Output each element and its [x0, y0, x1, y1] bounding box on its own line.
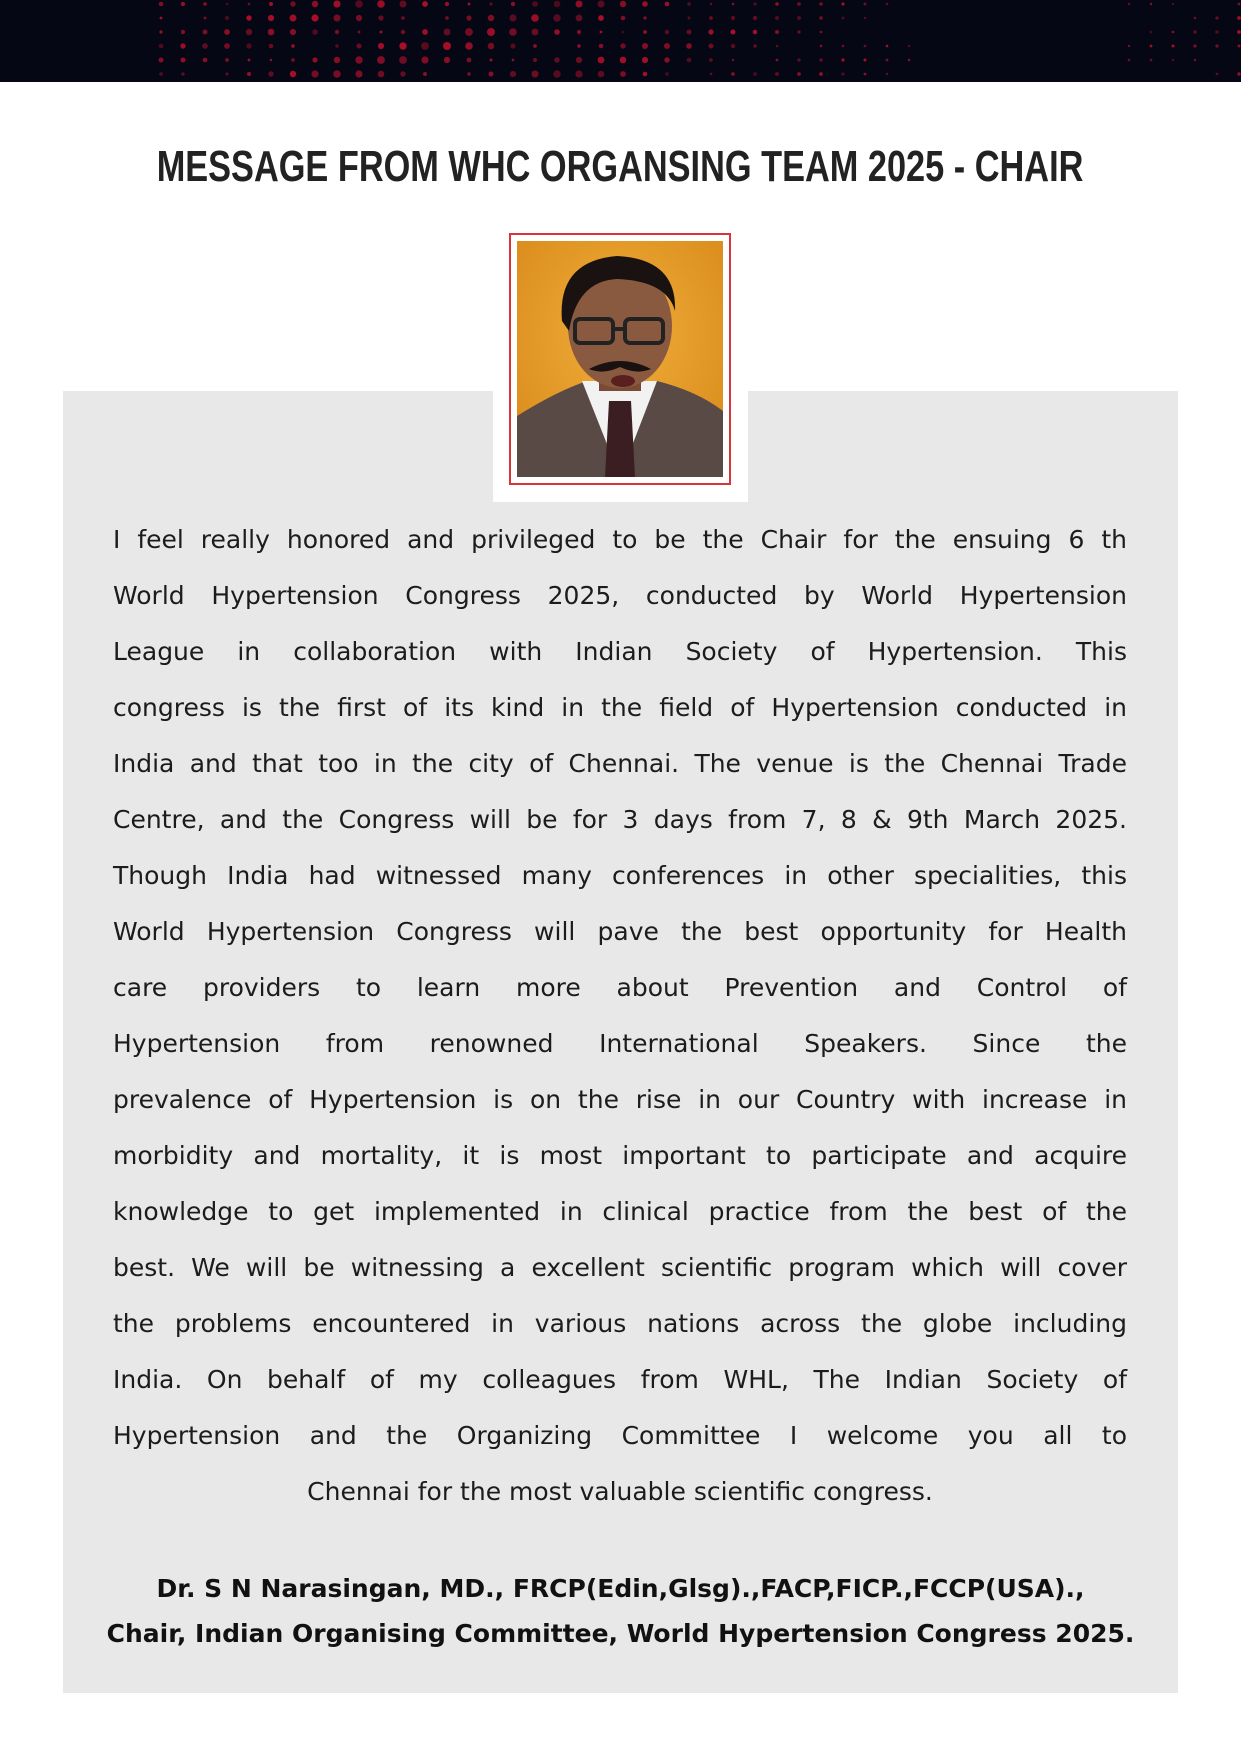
banner-dot [532, 29, 539, 36]
banner-dot [775, 30, 779, 34]
banner-dot [687, 2, 690, 5]
banner-dot [1172, 3, 1174, 5]
banner-dot [421, 42, 429, 50]
banner-dot [864, 59, 867, 62]
message-line: knowledge to get implemented in clinical practice from the best of the [113, 1197, 1127, 1226]
banner-dot [598, 15, 604, 21]
message-line: the problems encountered in various nations across the globe including [113, 1309, 1127, 1338]
banner-dot [1172, 45, 1175, 48]
banner-dot [290, 1, 295, 6]
banner-dot [465, 28, 473, 36]
banner-dot [378, 15, 383, 20]
banner-dot [775, 2, 779, 6]
banner-dot [908, 45, 911, 48]
banner-dot [377, 0, 385, 8]
banner-dot [399, 56, 407, 64]
banner-dot [642, 57, 648, 63]
banner-dot [533, 44, 537, 48]
banner-dot [731, 44, 735, 48]
banner-dot [819, 72, 823, 76]
banner-dot [797, 30, 800, 33]
banner-dot [356, 15, 362, 21]
banner-dot [553, 70, 560, 77]
banner-dot [380, 31, 383, 34]
banner-dot [421, 56, 428, 63]
banner-dot [355, 70, 362, 77]
banner-dot [775, 72, 779, 76]
banner-dot [248, 59, 251, 62]
banner-dot [686, 43, 692, 49]
banner-dot [554, 1, 561, 8]
message-line: morbidity and mortality, it is most important to participate and acquire [113, 1141, 1127, 1170]
banner-dot [1238, 3, 1241, 6]
banner-dot [488, 15, 494, 21]
message-body [113, 512, 1127, 1520]
banner-dot [709, 44, 714, 49]
banner-dot [268, 15, 274, 21]
banner-dot [202, 43, 208, 49]
banner-dot [444, 29, 451, 36]
banner-dot [291, 44, 295, 48]
banner-dot [1194, 17, 1197, 20]
banner-dot [444, 57, 450, 63]
banner-dot [335, 44, 338, 47]
banner-dot [576, 1, 583, 8]
banner-dot [1172, 31, 1175, 34]
banner-dot [357, 44, 362, 49]
message-line: India and that too in the city of Chennai. The venue is the Chennai Trade [113, 749, 1127, 778]
banner-dot [731, 30, 736, 35]
banner-dot [400, 71, 405, 76]
banner-dot [269, 44, 274, 49]
banner-dot [598, 71, 605, 78]
banner-dot [1238, 45, 1241, 48]
message-line: India. On behalf of my colleagues from WHL, The Indian Society of [113, 1365, 1127, 1394]
banner-dot [268, 29, 275, 36]
banner-dot [1150, 31, 1153, 34]
banner-dot [753, 44, 756, 47]
banner-dot [1193, 30, 1196, 33]
banner-dot [776, 59, 779, 62]
banner-dot [664, 57, 669, 62]
banner-dot [531, 14, 539, 22]
banner-dot [776, 45, 779, 48]
banner-dot [643, 16, 646, 19]
message-line: League in collaboration with Indian Society of Hypertension. This [113, 637, 1127, 666]
banner-dot [312, 57, 317, 62]
banner-dot [620, 71, 626, 77]
banner-dot [820, 31, 823, 34]
banner-dot [489, 72, 494, 77]
chair-photo-frame [509, 233, 731, 485]
banner-dot [819, 58, 822, 61]
banner-dot [490, 3, 493, 6]
banner-dot-pattern [0, 0, 1241, 82]
banner-dot [1194, 59, 1197, 62]
banner-dot [224, 43, 230, 49]
message-line: Though India had witnessed many conferences in other specialities, this [113, 861, 1127, 890]
banner-dot [467, 72, 470, 75]
banner-dot [797, 72, 801, 76]
banner-dot [775, 16, 779, 20]
message-line: Hypertension from renowned International Speakers. Since the [113, 1029, 1127, 1058]
banner-dot [247, 72, 251, 76]
banner-dot [509, 28, 517, 36]
banner-dot [422, 29, 428, 35]
banner-dot [753, 72, 757, 76]
message-line: I feel really honored and privileged to be the Chair for the ensuing 6 th [113, 525, 1127, 554]
banner-dot [1215, 16, 1218, 19]
banner-dot [620, 57, 627, 64]
banner-dot [576, 15, 583, 22]
banner-dot [841, 58, 844, 61]
banner-dot [312, 1, 318, 7]
banner-dot [643, 30, 647, 34]
banner-dot [248, 3, 251, 6]
banner-dot [333, 0, 340, 7]
banner-dot [422, 1, 428, 7]
banner-dot [665, 30, 670, 35]
banner-dot [665, 2, 670, 7]
banner-dot [643, 72, 648, 77]
banner-dot [598, 1, 605, 8]
banner-dot [688, 17, 691, 20]
banner-dot [908, 59, 910, 61]
banner-dot [709, 16, 713, 20]
banner-dot [401, 16, 405, 20]
banner-dot [224, 29, 230, 35]
banner-dot [642, 1, 648, 7]
banner-dot [687, 30, 692, 35]
banner-dot [312, 29, 318, 35]
banner-dot [290, 71, 296, 77]
banner-dot [225, 58, 229, 62]
banner-dot [731, 72, 734, 75]
banner-dot [290, 15, 297, 22]
banner-dot [334, 15, 341, 22]
banner-dot [886, 3, 889, 6]
banner-dot [1237, 72, 1240, 75]
banner-dot [598, 57, 605, 64]
banner-dot [226, 3, 229, 6]
banner-dot [554, 57, 559, 62]
banner-dot [311, 70, 318, 77]
banner-dot [400, 1, 407, 8]
banner-dot [819, 2, 823, 6]
message-line: World Hypertension Congress will pave the best opportunity for Health [113, 917, 1127, 946]
message-line: Chennai for the most valuable scientific congress. [307, 1477, 933, 1506]
banner-dot [487, 28, 495, 36]
banner-dot [467, 58, 472, 63]
banner-dot [510, 43, 515, 48]
banner-dot [687, 58, 692, 63]
banner-dot [443, 42, 451, 50]
banner-dot [553, 14, 560, 21]
message-line: congress is the first of its kind in the field of Hypertension conducted in [113, 693, 1127, 722]
banner-dot [1150, 3, 1152, 5]
banner-dot [532, 1, 538, 7]
banner-dot [842, 45, 845, 48]
banner-dot [378, 43, 384, 49]
banner-dot [291, 58, 295, 62]
banner-dot [886, 73, 888, 75]
banner-dot [731, 16, 735, 20]
banner-dot [180, 43, 185, 48]
banner-dot [335, 30, 339, 34]
banner-dot [358, 31, 361, 34]
banner-dot [377, 56, 385, 64]
banner-dot [533, 58, 537, 62]
banner-dot [841, 2, 844, 5]
banner-dot [468, 3, 471, 6]
banner-dot [1150, 59, 1153, 62]
banner-dot [710, 73, 713, 76]
banner-dot [1128, 3, 1130, 5]
banner-dot [664, 43, 670, 49]
banner-dot [269, 2, 273, 6]
message-line: Hypertension and the Organizing Committee I welcome you all to [113, 1421, 1127, 1450]
message-line: World Hypertension Congress 2025, conducted by World Hypertension [113, 581, 1127, 610]
banner-dot [732, 3, 734, 5]
banner-dot [333, 70, 340, 77]
banner-dot [819, 16, 822, 19]
banner-dot [423, 72, 427, 76]
banner-dot [1215, 30, 1219, 34]
banner-dot [842, 17, 845, 20]
banner-dot [226, 73, 229, 76]
banner-dot [378, 71, 385, 78]
banner-dot [159, 58, 164, 63]
banner-dot [575, 70, 582, 77]
banner-dot [355, 56, 362, 63]
banner-dot [1216, 73, 1219, 76]
banner-dot [753, 30, 758, 35]
banner-dot [732, 59, 735, 62]
banner-dot [886, 59, 889, 62]
banner-dot [246, 15, 251, 20]
banner-dot [203, 30, 208, 35]
banner-dot [509, 14, 516, 21]
banner-dot [797, 16, 801, 20]
banner-dot [160, 17, 163, 20]
banner-dot [577, 44, 580, 47]
banner-dot [886, 45, 889, 48]
banner-dot [841, 72, 844, 75]
banner-dot [600, 31, 603, 34]
banner-dot [512, 59, 515, 62]
banner-dot [708, 29, 713, 34]
banner-dot [268, 71, 273, 76]
message-line: prevalence of Hypertension is on the rise in our Country with increase in [113, 1085, 1127, 1114]
banner-dot [753, 16, 757, 20]
message-line: care providers to learn more about Prevention and Control of [113, 973, 1127, 1002]
banner-dot [864, 73, 867, 76]
banner-dot [576, 57, 582, 63]
banner-dot [709, 58, 713, 62]
banner-dot [490, 59, 493, 62]
banner-dot [355, 0, 363, 8]
banner-dot [159, 30, 162, 33]
banner-dot [203, 58, 208, 63]
banner-dot [181, 2, 185, 6]
banner-dot [1237, 16, 1241, 20]
banner-dot [621, 16, 626, 21]
banner-dot [399, 42, 406, 49]
banner-dot [753, 2, 756, 5]
banner-dot [466, 15, 471, 20]
message-line: best. We will be witnessing a excellent scientific program which will cover [113, 1253, 1127, 1282]
banner-dot [1215, 44, 1218, 47]
banner-dot [246, 43, 251, 48]
page-title: MESSAGE FROM WHC ORGANSING TEAM 2025 - CHAIR [157, 142, 1084, 191]
banner-dot [797, 58, 800, 61]
banner-dot [290, 29, 296, 35]
banner-dot [642, 43, 648, 49]
banner-dot [225, 16, 229, 20]
banner-dot [311, 14, 318, 21]
banner-dot [445, 16, 449, 20]
banner-dot [203, 2, 207, 6]
banner-dot [445, 2, 449, 6]
banner-dot [665, 72, 668, 75]
signature-role: Chair, Indian Organising Committee, World Hypertension Congress 2025. [106, 1619, 1135, 1648]
banner-dot [1193, 44, 1196, 47]
banner-dot [864, 3, 867, 6]
banner-dot [204, 17, 207, 20]
banner-dot [710, 3, 712, 5]
banner-dot [246, 29, 252, 35]
banner-dot [1237, 30, 1241, 34]
banner-dot [181, 72, 184, 75]
banner-dot [181, 30, 185, 34]
signature-name: Dr. S N Narasingan, MD., FRCP(Edin,Glsg).,FACP,FICP.,FCCP(USA)., [156, 1574, 1085, 1603]
banner-dot [401, 30, 405, 34]
banner-dot [159, 44, 164, 49]
banner-dot [159, 2, 164, 7]
banner-dot [599, 44, 604, 49]
banner-dot [1150, 45, 1153, 48]
banner-dot [510, 71, 516, 77]
banner-dot [820, 45, 822, 47]
banner-dot [1172, 59, 1175, 62]
banner-dot [864, 17, 867, 20]
banner-dot [511, 2, 515, 6]
banner-dot [465, 42, 473, 50]
header-banner [0, 0, 1241, 82]
banner-dot [864, 45, 867, 48]
banner-dot [334, 57, 340, 63]
banner-dot [1128, 45, 1130, 47]
banner-dot [622, 31, 625, 34]
banner-dot [159, 72, 163, 76]
banner-dot [181, 58, 186, 63]
banner-dot [532, 71, 539, 78]
banner-dot [620, 43, 625, 48]
message-line: Centre, and the Congress will be for 3 days from 7, 8 & 9th March 2025. [113, 805, 1127, 834]
banner-dot [270, 59, 272, 61]
banner-dot [488, 43, 495, 50]
banner-dot [1128, 59, 1131, 62]
banner-dot [554, 29, 560, 35]
chair-photo [517, 241, 723, 477]
banner-dot [620, 1, 626, 7]
banner-dot [577, 30, 581, 34]
banner-dot [797, 2, 801, 6]
